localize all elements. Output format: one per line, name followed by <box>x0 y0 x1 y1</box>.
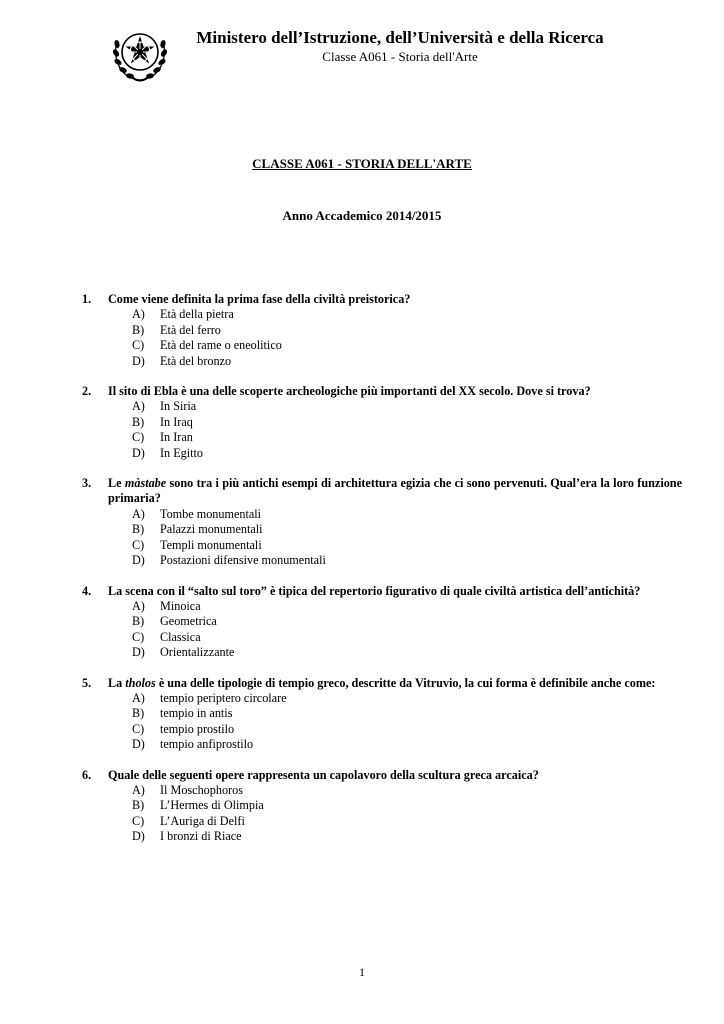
answer-option: D) tempio anfiprostilo <box>132 737 254 752</box>
answer-option: D) Postazioni difensive monumentali <box>132 553 326 568</box>
question-list <box>82 292 682 860</box>
class-subtitle: Classe A061 - Storia dell'Arte <box>322 49 478 64</box>
answer-option: A) Tombe monumentali <box>132 506 262 521</box>
question-number: 1. <box>82 292 92 306</box>
academic-year: Anno Accademico 2014/2015 <box>282 208 442 223</box>
answer-option: D) Età del bronzo <box>132 353 232 368</box>
question-6 <box>82 768 682 845</box>
question-text: Le màstabe sono tra i più antichi esempi di architettura egizia che ci sono pervenuti. Qual’era la loro funzione primaria? <box>108 476 682 506</box>
question-text: La scena con il “salto sul toro” è tipica del repertorio figurativo di quale civiltà artistica dell’antichità? <box>108 583 641 598</box>
question-number: 6. <box>82 767 92 782</box>
answer-option: C) L’Auriga di Delfi <box>132 813 245 828</box>
question-text: Il sito di Ebla è una delle scoperte archeologiche più importanti del XX secolo. Dove si trova? <box>108 384 591 399</box>
answer-option: A) In Siria <box>132 399 197 414</box>
answer-option: C) In Iran <box>132 430 193 445</box>
answer-option: D) I bronzi di Riace <box>132 829 242 844</box>
question-text: Quale delle seguenti opere rappresenta un capolavoro della scultura greca arcaica? <box>108 767 539 782</box>
answer-options <box>82 783 682 845</box>
answer-option: C) Templi monumentali <box>132 537 262 552</box>
question-2 <box>82 384 682 461</box>
answer-option: A) Età della pietra <box>132 307 234 322</box>
answer-option: B) Palazzi monumentali <box>132 522 263 537</box>
question-1 <box>82 292 682 369</box>
letterhead <box>190 28 610 65</box>
answer-options <box>82 399 682 461</box>
ministry-name: Ministero dell’Istruzione, dell’Università e della Ricerca <box>196 28 604 47</box>
question-text: La tholos è una delle tipologie di tempio greco, descritte da Vitruvio, la cui forma è definibile anche come: <box>108 675 656 690</box>
answer-option: C) tempio prostilo <box>132 721 235 736</box>
answer-option: A) Il Moschophoros <box>132 782 243 797</box>
answer-option: C) Età del rame o eneolitico <box>132 338 282 353</box>
question-number: 3. <box>82 476 92 491</box>
answer-option: B) Età del ferro <box>132 322 221 337</box>
answer-option: B) In Iraq <box>132 414 193 429</box>
question-5 <box>82 676 682 753</box>
answer-options <box>82 599 682 661</box>
answer-option: A) tempio periptero circolare <box>132 690 287 705</box>
answer-option: B) L’Hermes di Olimpia <box>132 798 264 813</box>
question-number: 2. <box>82 384 92 399</box>
question-number: 4. <box>82 583 92 598</box>
answer-option: B) tempio in antis <box>132 706 233 721</box>
question-3 <box>82 476 682 568</box>
answer-options <box>82 691 682 753</box>
answer-options <box>82 307 682 369</box>
question-text: Come viene definita la prima fase della civiltà preistorica? <box>108 292 411 306</box>
italian-republic-emblem-icon <box>111 22 169 84</box>
answer-option: C) Classica <box>132 629 201 644</box>
answer-option: D) In Egitto <box>132 445 203 460</box>
document-title: CLASSE A061 - STORIA DELL'ARTE <box>252 156 472 171</box>
question-number: 5. <box>82 675 92 690</box>
answer-option: A) Minoica <box>132 598 201 613</box>
question-4 <box>82 584 682 661</box>
answer-option: D) Orientalizzante <box>132 645 235 660</box>
answer-options <box>82 507 682 569</box>
page-number: 1 <box>359 965 365 979</box>
answer-option: B) Geometrica <box>132 614 217 629</box>
